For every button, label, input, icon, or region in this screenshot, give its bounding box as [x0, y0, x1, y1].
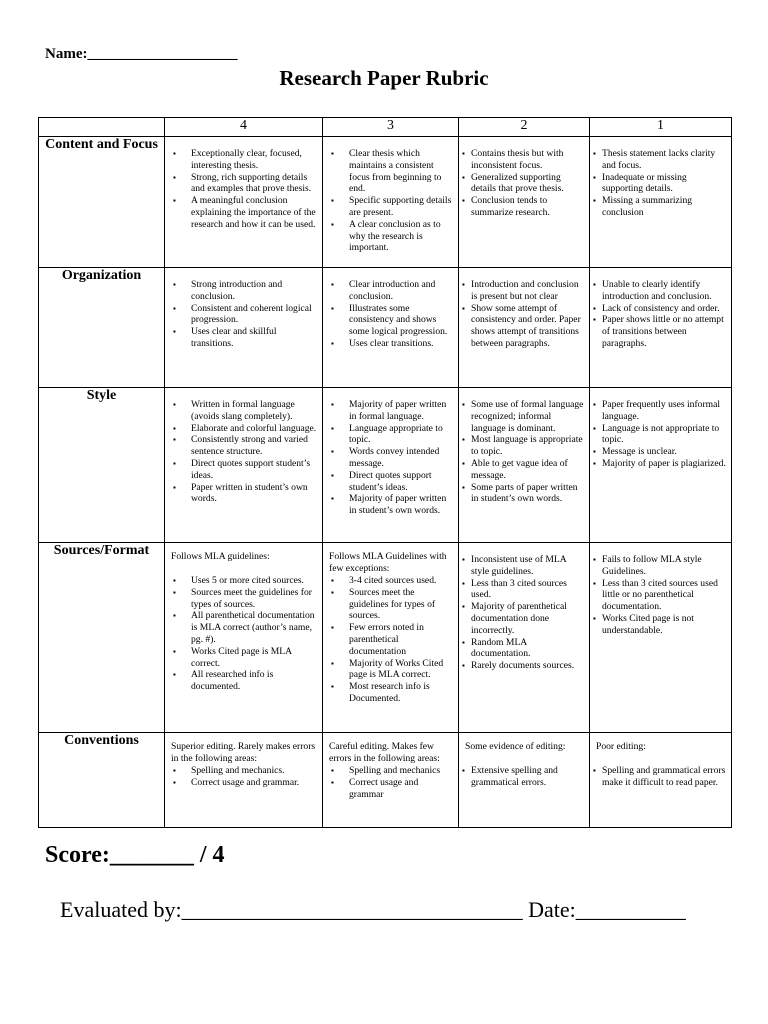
criteria-text: Uses clear transitions. — [349, 337, 434, 349]
criteria-item — [165, 587, 322, 611]
rubric-cell — [590, 268, 732, 388]
criteria-list — [590, 388, 731, 470]
criteria-item — [323, 279, 458, 303]
bullet-icon: ▪ — [331, 494, 334, 504]
criteria-item — [459, 434, 589, 458]
criteria-list — [590, 137, 731, 219]
bullet-icon: ▪ — [593, 458, 596, 468]
rubric-cell — [165, 733, 323, 828]
bullet-icon: ▪ — [173, 576, 176, 585]
criteria-text: Uses clear and skillful transitions. — [191, 326, 277, 349]
bullet-icon: ▪ — [173, 149, 176, 158]
criteria-item — [165, 399, 322, 423]
criteria-item — [323, 423, 458, 447]
criterion-label: Content and Focus — [39, 137, 165, 268]
bullet-icon: ▪ — [173, 280, 176, 289]
bullet-icon: ▪ — [462, 400, 465, 409]
cell-intro-text: Follows MLA guidelines: — [171, 551, 270, 562]
bullet-icon: ▪ — [593, 315, 596, 325]
criteria-item — [323, 219, 458, 254]
criteria-text: Direct quotes support student’s ideas. — [191, 457, 311, 481]
criteria-item — [459, 482, 589, 506]
rubric-cell — [165, 137, 323, 268]
criteria-text: 3-4 cited sources used. — [349, 575, 437, 586]
criteria-text: Uses 5 or more cited sources. — [191, 575, 304, 586]
criteria-item — [590, 303, 731, 315]
criteria-text: Direct quotes support student’s ideas. — [349, 469, 432, 493]
corner-cell — [39, 118, 165, 137]
criteria-text: Random MLA documentation. — [471, 636, 531, 660]
criteria-text: Message is unclear. — [602, 446, 677, 458]
criteria-text: Works Cited page is MLA correct. — [191, 645, 292, 669]
bullet-icon: ▪ — [593, 578, 596, 588]
bullet-icon: ▪ — [173, 587, 176, 597]
criteria-item — [165, 172, 322, 196]
score-header: 2 — [459, 118, 590, 137]
bullet-icon: ▪ — [593, 400, 596, 409]
bullet-icon: ▪ — [331, 587, 334, 597]
evaluated-by-date-label: Evaluated by:_______________________________ Date:__________ — [60, 897, 686, 922]
criteria-text: Clear thesis which maintains a consistent focus from beginning to end. — [349, 148, 442, 195]
bullet-icon: ▪ — [331, 682, 334, 692]
score-header: 4 — [165, 118, 323, 137]
bullet-icon: ▪ — [331, 149, 334, 158]
bullet-icon: ▪ — [173, 777, 176, 787]
criterion-label: Style — [39, 388, 165, 543]
bullet-icon: ▪ — [593, 613, 596, 623]
bullet-icon: ▪ — [173, 458, 176, 468]
criteria-item — [459, 172, 589, 196]
criteria-text: Less than 3 cited sources used little or no parenthetical documentation. — [602, 577, 718, 613]
criteria-item — [323, 303, 458, 338]
bullet-icon: ▪ — [593, 196, 596, 206]
rubric-body — [39, 137, 732, 828]
criteria-item — [590, 195, 731, 219]
criteria-item — [323, 681, 458, 705]
criteria-list — [459, 268, 589, 350]
criteria-text: Consistent and coherent logical progression. — [191, 302, 312, 326]
rubric-table — [38, 117, 732, 828]
criteria-text: Paper written in student’s own words. — [191, 481, 308, 505]
bullet-icon: ▪ — [173, 766, 176, 775]
criteria-item — [590, 765, 731, 789]
rubric-cell — [459, 733, 590, 828]
bullet-icon: ▪ — [593, 555, 596, 564]
bullet-icon: ▪ — [173, 670, 176, 680]
rubric-row — [39, 268, 732, 388]
criteria-text: Strong, rich supporting details and examples that prove thesis. — [191, 171, 312, 195]
cell-intro-text: Some evidence of editing: — [465, 741, 566, 752]
bullet-icon: ▪ — [593, 447, 596, 457]
bullet-icon: ▪ — [462, 435, 465, 445]
rubric-row — [39, 388, 732, 543]
rubric-cell — [459, 543, 590, 733]
criteria-text: Some use of formal language recognized; informal language is dominant. — [471, 399, 584, 434]
cell-intro-text: Poor editing: — [596, 741, 646, 752]
bullet-icon: ▪ — [173, 423, 176, 433]
rubric-cell — [323, 543, 459, 733]
bullet-icon: ▪ — [331, 447, 334, 457]
criteria-item — [165, 765, 322, 777]
bullet-icon: ▪ — [173, 482, 176, 492]
criteria-item — [323, 658, 458, 682]
rubric-cell — [323, 268, 459, 388]
bullet-icon: ▪ — [593, 423, 596, 433]
criteria-item — [165, 482, 322, 506]
criteria-item — [323, 765, 458, 777]
criteria-item — [323, 399, 458, 423]
rubric-cell — [323, 733, 459, 828]
bullet-icon: ▪ — [462, 172, 465, 182]
bullet-icon: ▪ — [462, 458, 465, 468]
bullet-icon: ▪ — [593, 149, 596, 158]
criteria-item — [165, 669, 322, 693]
bullet-icon: ▪ — [462, 661, 465, 671]
criteria-list — [590, 268, 731, 350]
rubric-row — [39, 733, 732, 828]
criteria-list — [323, 388, 458, 517]
bullet-icon: ▪ — [331, 338, 334, 348]
rubric-cell — [165, 268, 323, 388]
criteria-item — [590, 423, 731, 447]
criteria-text: Thesis statement lacks clarity and focus. — [602, 148, 716, 171]
criteria-text: All parenthetical documentation is MLA correct (author’s name, pg. #). — [191, 610, 315, 645]
criteria-item — [459, 554, 589, 578]
criteria-item — [165, 326, 322, 350]
criteria-item — [323, 470, 458, 494]
bullet-icon: ▪ — [173, 303, 176, 313]
criteria-item — [590, 578, 731, 613]
criteria-item — [590, 613, 731, 637]
criteria-item — [590, 172, 731, 196]
criteria-text: Inadequate or missing supporting details. — [602, 171, 687, 195]
criteria-item — [165, 195, 322, 230]
criteria-text: Words convey intended message. — [349, 446, 440, 469]
bullet-icon: ▪ — [331, 400, 334, 409]
criteria-item — [323, 148, 458, 195]
criteria-text: Works Cited page is not understandable. — [602, 612, 694, 636]
bullet-icon: ▪ — [173, 327, 176, 337]
criteria-list — [590, 543, 731, 637]
criteria-text: Majority of paper is plagiarized. — [602, 457, 726, 469]
rubric-cell — [323, 388, 459, 543]
bullet-icon: ▪ — [462, 555, 465, 564]
criteria-item — [165, 279, 322, 303]
criteria-text: Introduction and conclusion is present but not clear — [471, 279, 579, 302]
criteria-text: Correct usage and grammar — [349, 776, 419, 800]
rubric-cell — [459, 268, 590, 388]
criteria-item — [165, 423, 322, 435]
criteria-list — [459, 137, 589, 219]
criteria-text: Majority of Works Cited page is MLA correct. — [349, 657, 444, 681]
criteria-list — [323, 765, 458, 800]
bullet-icon: ▪ — [331, 219, 334, 229]
criteria-item — [323, 622, 458, 657]
criteria-item — [165, 777, 322, 789]
criteria-text: Language appropriate to topic. — [349, 422, 443, 446]
criteria-text: Paper frequently uses informal language. — [602, 399, 721, 422]
cell-intro-text: Superior editing. Rarely makes errors in the following areas: — [171, 741, 316, 764]
bullet-icon: ▪ — [331, 303, 334, 313]
bullet-icon: ▪ — [593, 172, 596, 182]
page-title: Research Paper Rubric — [279, 66, 489, 90]
criteria-text: A clear conclusion as to why the research is important. — [349, 218, 441, 254]
criteria-item — [459, 303, 589, 350]
criteria-text: Most research info is Documented. — [349, 681, 430, 704]
criteria-item — [323, 587, 458, 622]
criteria-text: Extensive spelling and grammatical errors. — [471, 765, 558, 788]
criteria-text: All researched info is documented. — [191, 669, 274, 693]
bullet-icon: ▪ — [331, 766, 334, 775]
criteria-text: Majority of paper written in student’s own words. — [349, 493, 447, 517]
criteria-text: Sources meet the guidelines for types of sources. — [191, 586, 312, 610]
criteria-item — [165, 434, 322, 458]
criteria-text: Paper shows little or no attempt of transitions between paragraphs. — [602, 314, 724, 349]
criteria-text: Inconsistent use of MLA style guidelines. — [471, 554, 567, 577]
rubric-cell — [165, 388, 323, 543]
bullet-icon: ▪ — [331, 576, 334, 585]
criteria-item — [323, 493, 458, 517]
criteria-list — [323, 268, 458, 350]
criteria-text: Most language is appropriate to topic. — [471, 434, 583, 458]
criteria-item — [590, 399, 731, 423]
criteria-item — [590, 446, 731, 458]
criteria-text: Missing a summarizing conclusion — [602, 195, 693, 218]
rubric-cell — [590, 388, 732, 543]
cell-intro-text: Careful editing. Makes few errors in the following areas: — [329, 741, 440, 764]
cell-intro-text: Follows MLA Guidelines with few exceptions: — [329, 551, 447, 574]
score-header: 3 — [323, 118, 459, 137]
name-field-label: Name:____________________ — [45, 46, 238, 62]
bullet-icon: ▪ — [173, 196, 176, 206]
criteria-item — [459, 148, 589, 172]
criteria-text: Sources meet the guidelines for types of sources. — [349, 586, 436, 622]
rubric-cell — [459, 137, 590, 268]
criteria-list — [459, 388, 589, 505]
criteria-item — [590, 314, 731, 349]
criteria-item — [165, 303, 322, 327]
criteria-text: Less than 3 cited sources used. — [471, 577, 567, 601]
bullet-icon: ▪ — [462, 482, 465, 492]
criteria-list — [165, 137, 322, 231]
bullet-icon: ▪ — [331, 196, 334, 206]
bullet-icon: ▪ — [462, 196, 465, 206]
criteria-item — [459, 660, 589, 672]
bullet-icon: ▪ — [173, 646, 176, 656]
criteria-text: Few errors noted in parenthetical documentation — [349, 622, 424, 657]
criterion-label: Sources/Format — [39, 543, 165, 733]
criteria-text: Majority of parenthetical documentation done incorrectly. — [471, 601, 567, 636]
criteria-text: A meaningful conclusion explaining the importance of the research and how it can be used. — [191, 195, 316, 230]
criteria-text: Illustrates some consistency and shows some logical progression. — [349, 302, 448, 338]
criteria-item — [459, 601, 589, 636]
criteria-item — [165, 148, 322, 172]
criteria-text: Correct usage and grammar. — [191, 776, 300, 788]
criteria-text: Rarely documents sources. — [471, 660, 575, 672]
criteria-text: Specific supporting details are present. — [349, 195, 452, 218]
criteria-text: Clear introduction and conclusion. — [349, 279, 436, 302]
score-header: 1 — [590, 118, 732, 137]
criteria-text: Fails to follow MLA style Guidelines. — [602, 554, 702, 577]
criteria-item — [459, 195, 589, 219]
bullet-icon: ▪ — [173, 172, 176, 182]
criteria-text: Spelling and grammatical errors make it difficult to read paper. — [602, 765, 726, 788]
rubric-row — [39, 137, 732, 268]
criteria-item — [459, 765, 589, 789]
bullet-icon: ▪ — [331, 280, 334, 289]
bullet-icon: ▪ — [331, 623, 334, 633]
bullet-icon: ▪ — [593, 303, 596, 313]
criteria-text: Some parts of paper written in student’s own words. — [471, 481, 578, 505]
rubric-cell — [590, 543, 732, 733]
rubric-cell — [590, 137, 732, 268]
criteria-list — [323, 137, 458, 254]
bullet-icon: ▪ — [173, 435, 176, 445]
bullet-icon: ▪ — [462, 637, 465, 647]
rubric-cell — [323, 137, 459, 268]
criteria-text: Spelling and mechanics. — [191, 765, 285, 776]
rubric-row — [39, 543, 732, 733]
bullet-icon: ▪ — [462, 578, 465, 588]
criteria-list — [165, 268, 322, 350]
criteria-text: Able to get vague idea of message. — [471, 457, 568, 481]
score-header-row — [39, 118, 732, 137]
criteria-item — [323, 195, 458, 219]
criteria-text: Contains thesis but with inconsistent focus. — [471, 148, 564, 171]
criteria-list — [165, 765, 322, 789]
bullet-icon: ▪ — [331, 470, 334, 480]
criteria-text: Unable to clearly identify introduction and conclusion. — [602, 279, 712, 302]
criteria-item — [323, 575, 458, 587]
criteria-item — [459, 578, 589, 602]
criteria-item — [323, 446, 458, 470]
bullet-icon: ▪ — [173, 611, 176, 621]
criteria-item — [165, 575, 322, 587]
bullet-icon: ▪ — [462, 280, 465, 289]
criteria-list — [590, 765, 731, 789]
criterion-label: Organization — [39, 268, 165, 388]
criteria-list — [459, 765, 589, 789]
criteria-list — [323, 575, 458, 705]
criteria-list — [165, 575, 322, 693]
criteria-text: Spelling and mechanics — [349, 765, 441, 776]
criteria-text: Lack of consistency and order. — [602, 302, 720, 314]
rubric-cell — [590, 733, 732, 828]
criteria-text: Language is not appropriate to topic. — [602, 422, 720, 446]
criteria-item — [590, 458, 731, 470]
criteria-item — [165, 646, 322, 670]
bullet-icon: ▪ — [593, 766, 596, 775]
criteria-text: Show some attempt of consistency and order. Paper shows attempt of transitions between paragraphs. — [471, 302, 581, 349]
score-field-label: Score:_______ / 4 — [45, 842, 225, 868]
criteria-item — [323, 338, 458, 350]
bullet-icon: ▪ — [462, 602, 465, 612]
criteria-item — [459, 399, 589, 434]
bullet-icon: ▪ — [462, 303, 465, 313]
criteria-item — [590, 279, 731, 303]
bullet-icon: ▪ — [331, 777, 334, 787]
criterion-label: Conventions — [39, 733, 165, 828]
criteria-list — [459, 543, 589, 672]
criteria-item — [165, 458, 322, 482]
bullet-icon: ▪ — [462, 149, 465, 158]
bullet-icon: ▪ — [331, 658, 334, 668]
criteria-item — [590, 148, 731, 172]
bullet-icon: ▪ — [173, 400, 176, 409]
criteria-text: Elaborate and colorful language. — [191, 422, 317, 434]
criteria-text: Majority of paper written in formal language. — [349, 399, 447, 422]
criteria-item — [459, 279, 589, 303]
criteria-text: Consistently strong and varied sentence structure. — [191, 434, 308, 458]
criteria-item — [590, 554, 731, 578]
criteria-list — [165, 388, 322, 505]
criteria-text: Strong introduction and conclusion. — [191, 279, 283, 302]
criteria-text: Written in formal language (avoids slang completely). — [191, 399, 295, 422]
bullet-icon: ▪ — [462, 766, 465, 775]
criteria-item — [323, 777, 458, 801]
rubric-cell — [165, 543, 323, 733]
bullet-icon: ▪ — [593, 280, 596, 289]
criteria-text: Exceptionally clear, focused, interesting thesis. — [191, 148, 302, 171]
criteria-text: Conclusion tends to summarize research. — [471, 195, 550, 218]
bullet-icon: ▪ — [331, 423, 334, 433]
criteria-text: Generalized supporting details that prove thesis. — [471, 171, 564, 195]
criteria-item — [165, 610, 322, 645]
rubric-cell — [459, 388, 590, 543]
criteria-item — [459, 637, 589, 661]
criteria-item — [459, 458, 589, 482]
